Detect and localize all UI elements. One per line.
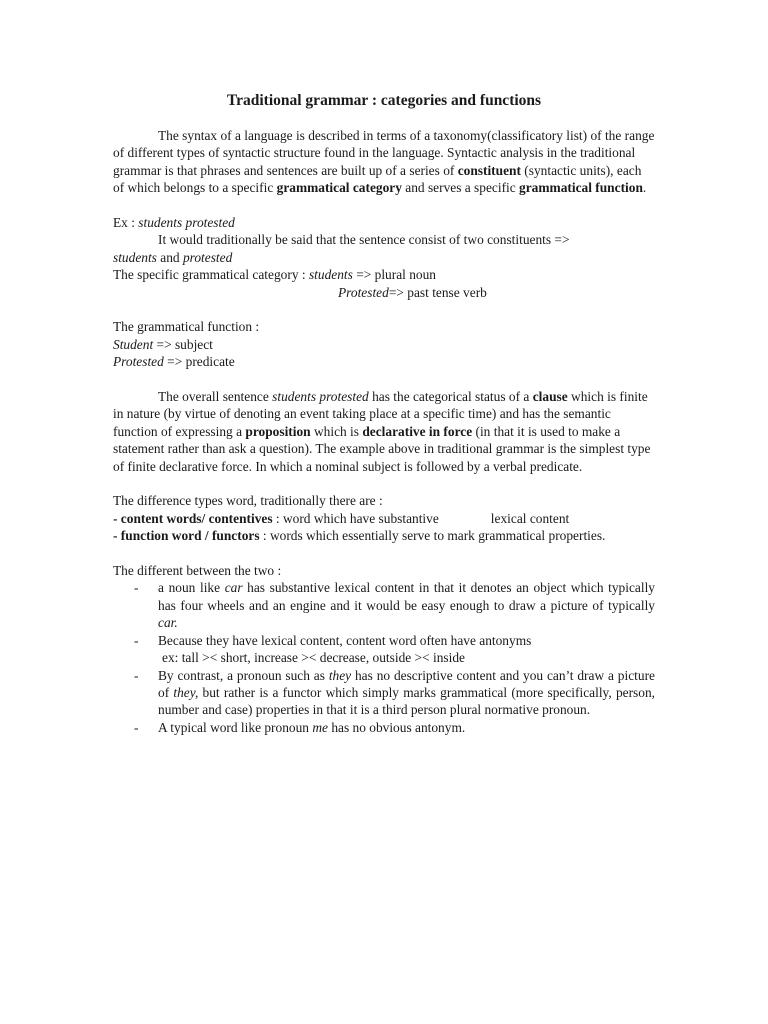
list-dash: -	[134, 719, 139, 735]
text: lexical content	[490, 510, 570, 526]
category-line	[113, 266, 655, 283]
list-item	[113, 667, 655, 719]
difference-list	[113, 579, 655, 736]
text: has the categorical status of a	[368, 389, 533, 405]
list-dash: -	[134, 667, 139, 683]
text: : words which essentially serve to mark grammatical properties.	[259, 528, 606, 544]
text: A typical word like pronoun	[158, 719, 313, 735]
term-grammatical-function: grammatical function	[519, 180, 643, 196]
text: a noun like	[158, 580, 225, 596]
list-dash: -	[134, 580, 139, 596]
category-value: => past tense verb	[388, 284, 487, 300]
text: The overall sentence	[158, 389, 273, 405]
type-content-words	[113, 510, 655, 527]
term-content-words: - content words/ contentives	[113, 510, 273, 526]
list-dash: -	[134, 632, 139, 648]
category-value: => plural noun	[352, 267, 437, 283]
example-label: Ex :	[113, 215, 139, 231]
text: has no obvious antonym.	[327, 719, 466, 735]
text: which is	[310, 423, 363, 439]
category-line-2	[113, 284, 655, 301]
function-label: The grammatical function :	[113, 319, 260, 335]
text: me	[312, 719, 328, 735]
term-function-word: - function word / functors	[113, 528, 260, 544]
text: : word which have substantive	[272, 510, 439, 526]
category-label: The specific grammatical category :	[113, 267, 309, 283]
word-students: students	[308, 267, 353, 283]
text: car	[224, 580, 243, 596]
function-value: => subject	[153, 336, 213, 352]
word-protested: protested	[182, 249, 233, 265]
intro-paragraph	[113, 127, 655, 197]
word-students: students	[113, 249, 157, 265]
text: they	[328, 667, 352, 683]
function-value: => predicate	[163, 354, 235, 370]
function-predicate	[113, 353, 655, 370]
between-label: The different between the two :	[113, 563, 282, 579]
text: car.	[158, 615, 178, 631]
text: which is finite in nature (by virtue of denoting an event taking place at a specific time) and has the semantic function of expressing a	[113, 389, 648, 439]
antonym-examples: ex: tall >< short, increase >< decrease, outside >< inside	[162, 650, 465, 666]
example-explanation	[113, 231, 655, 248]
text: Because they have lexical content, content word often have antonyms	[158, 632, 532, 648]
text: The syntax of a language is described in terms of a taxonomy(classificatory list) of the range of different types of syntactic structure found in the language. Syntactic analysis in the traditional grammar is that phrases and sentences are built up of a series of	[113, 128, 655, 178]
word-student: Student	[113, 336, 154, 352]
word-protested: Protested	[113, 354, 164, 370]
text: they,	[173, 684, 199, 700]
example-line	[113, 214, 655, 231]
text: and serves a specific	[401, 180, 520, 196]
text: By contrast, a pronoun such as	[158, 667, 329, 683]
list-item-sub	[113, 649, 655, 666]
function-subject	[113, 336, 655, 353]
text: (syntactic units), each of which belongs to a specific	[113, 162, 642, 196]
list-item	[113, 579, 655, 631]
term-declarative-in-force: declarative in force	[362, 423, 473, 439]
text: has substantive lexical content in that it denotes an object which typically has four wheels and an engine and it would be easy enough to draw a picture of typically	[158, 580, 655, 613]
text: has no descriptive content and you can’t draw a picture of	[158, 667, 655, 700]
text: .	[642, 180, 647, 196]
example-text: students protested	[138, 215, 235, 231]
example-constituents	[113, 249, 655, 266]
term-clause: clause	[532, 389, 568, 405]
text: students protested	[272, 389, 369, 405]
word-protested: Protested	[338, 284, 389, 300]
term-grammatical-category: grammatical category	[276, 180, 402, 196]
type-function-words	[113, 527, 655, 544]
term-constituent: constituent	[457, 162, 521, 178]
text: It would traditionally be said that the sentence consist of two constituents =>	[158, 232, 570, 248]
list-item	[113, 632, 655, 649]
page-title: Traditional grammar : categories and functions	[226, 92, 542, 109]
types-label: The difference types word, traditionally there are :	[113, 493, 383, 509]
text: but rather is a functor which simply marks grammatical (more specifically, person, number and case) properties in that it is a third person plural normative pronoun.	[158, 684, 655, 718]
document-body	[113, 127, 655, 736]
text: and	[156, 249, 183, 265]
list-item	[113, 719, 655, 736]
text: (in that it is used to make a statement rather than ask a question). The example above in traditional grammar is the simplest type of finite declarative force. In which a nominal subject is followed by a verbal predicate.	[113, 423, 651, 474]
overall-paragraph	[113, 388, 655, 475]
term-proposition: proposition	[245, 423, 311, 439]
